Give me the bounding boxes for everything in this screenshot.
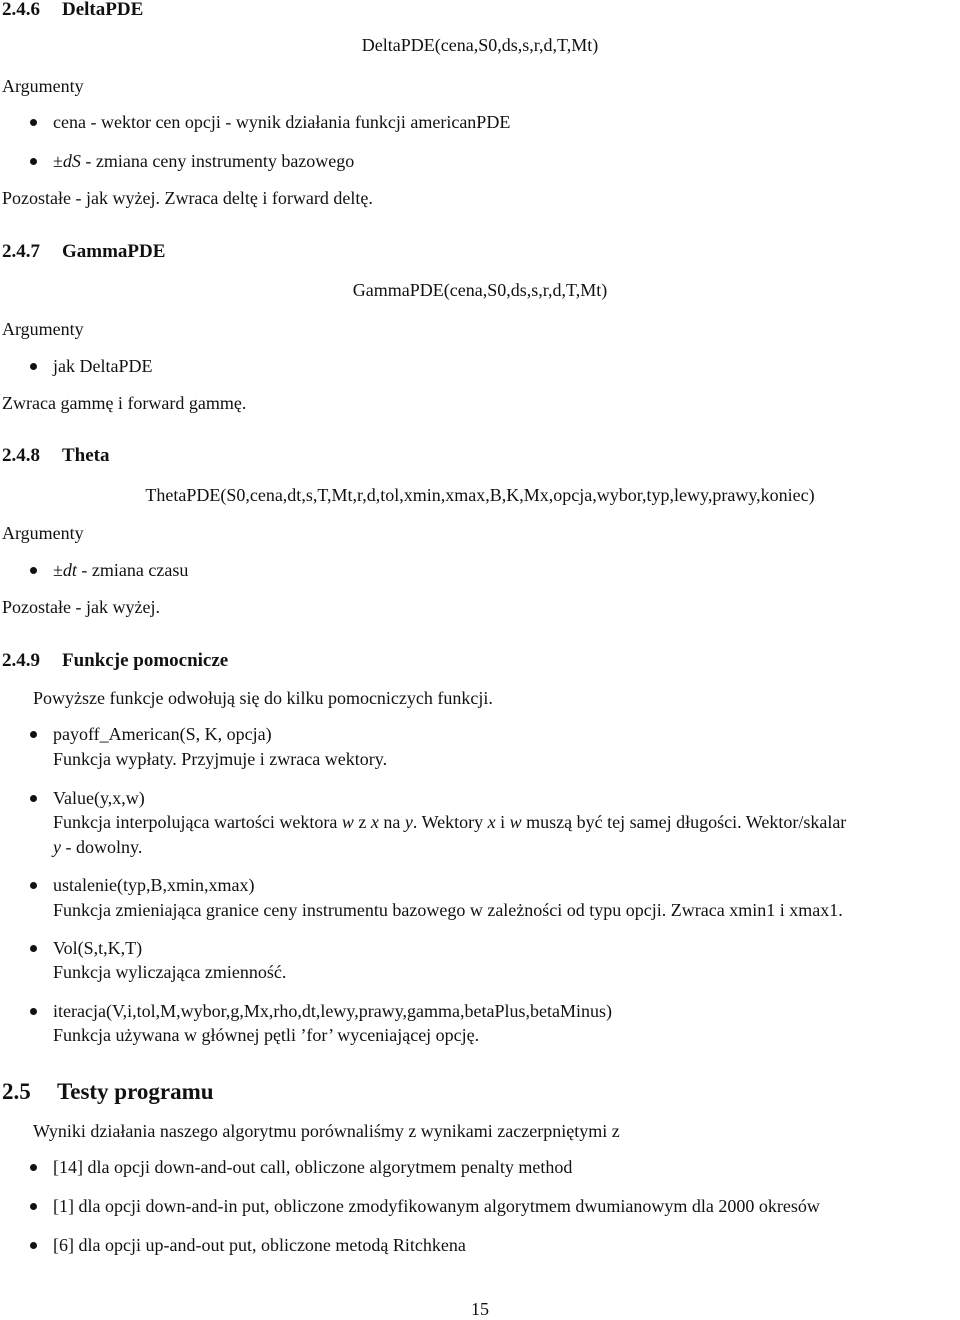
helper-function-description: Funkcja wyliczająca zmienność.: [53, 962, 287, 982]
bullet-icon: [30, 567, 37, 574]
plus-minus-symbol: ±: [53, 151, 63, 171]
bullet-icon: [30, 882, 37, 889]
argument-description: - zmiana czasu: [76, 560, 189, 580]
section-heading-2-4-7: [2, 242, 165, 261]
section-note: Zwraca gammę i forward gammę.: [2, 393, 247, 413]
helper-function-description: Funkcja interpolująca wartości wektora w z x na y. Wektory x i w muszą być tej samej długości. Wektor/skalar: [53, 812, 847, 832]
section-heading-2-4-8: [2, 446, 110, 465]
section-heading-2-4-6: [2, 0, 143, 19]
arguments-label: Argumenty: [2, 523, 84, 543]
bullet-icon: [30, 158, 37, 165]
plus-minus-symbol: ±: [53, 560, 63, 580]
argument-description: - zmiana ceny instrumenty bazowego: [80, 151, 355, 171]
function-signature-gamma: GammaPDE(cena,S0,ds,s,r,d,T,Mt): [352, 280, 608, 300]
page-number: 15: [471, 1299, 489, 1319]
helper-function-name: payoff_American(S, K, opcja): [53, 724, 272, 744]
helper-function-description: Funkcja wypłaty. Przyjmuje i zwraca wektory.: [53, 749, 388, 769]
helper-function-name: Vol(S,t,K,T): [53, 938, 143, 958]
section-title: DeltaPDE: [62, 0, 144, 20]
argument-item: jak DeltaPDE: [53, 356, 153, 376]
helper-function-description-continued: y - dowolny.: [53, 837, 143, 857]
helper-function-name: iteracja(V,i,tol,M,wybor,g,Mx,rho,dt,lewy,prawy,gamma,betaPlus,betaMinus): [53, 1001, 613, 1021]
helper-function-name: Value(y,x,w): [53, 788, 145, 808]
section-number: 2.5: [2, 1079, 31, 1104]
bullet-icon: [30, 1242, 37, 1249]
bullet-icon: [30, 1164, 37, 1171]
argument-item: [53, 152, 354, 170]
bullet-icon: [30, 1203, 37, 1210]
bullet-icon: [30, 795, 37, 802]
bullet-icon: [30, 1008, 37, 1015]
function-signature-delta: DeltaPDE(cena,S0,ds,s,r,d,T,Mt): [361, 35, 599, 55]
helper-function-name: ustalenie(typ,B,xmin,xmax): [53, 875, 255, 895]
section-title: Funkcje pomocnicze: [62, 650, 229, 671]
bullet-icon: [30, 363, 37, 370]
section-heading-2-4-9: [2, 651, 228, 670]
arguments-label: Argumenty: [2, 319, 84, 339]
bullet-icon: [30, 731, 37, 738]
section-intro: Powyższe funkcje odwołują się do kilku pomocniczych funkcji.: [33, 688, 493, 708]
section-heading-2-5: [2, 1080, 214, 1103]
reference-item: [1] dla opcji down-and-in put, obliczone zmodyfikowanym algorytmem dwumianowym dla 2000 okresów: [53, 1196, 820, 1216]
section-number: 2.4.7: [2, 241, 40, 262]
section-intro: Wyniki działania naszego algorytmu porównaliśmy z wynikami zaczerpniętymi z: [33, 1121, 620, 1141]
section-title: Testy programu: [57, 1079, 214, 1104]
section-note: Pozostałe - jak wyżej. Zwraca deltę i forward deltę.: [2, 188, 373, 208]
argument-item: [53, 561, 188, 579]
arguments-label: Argumenty: [2, 76, 84, 96]
reference-item: [6] dla opcji up-and-out put, obliczone metodą Ritchkena: [53, 1235, 466, 1255]
section-note: Pozostałe - jak wyżej.: [2, 597, 160, 617]
argument-item: cena - wektor cen opcji - wynik działania funkcji americanPDE: [53, 112, 511, 132]
section-number: 2.4.6: [2, 0, 40, 20]
bullet-icon: [30, 119, 37, 126]
section-number: 2.4.9: [2, 650, 40, 671]
math-variable: dS: [62, 151, 81, 171]
section-title: GammaPDE: [62, 241, 166, 262]
helper-function-description: Funkcja używana w głównej pętli ’for’ wyceniającej opcję.: [53, 1025, 480, 1045]
function-signature-theta: ThetaPDE(S0,cena,dt,s,T,Mt,r,d,tol,xmin,xmax,B,K,Mx,opcja,wybor,typ,lewy,prawy,koniec): [145, 485, 815, 505]
math-variable: dt: [62, 560, 77, 580]
bullet-icon: [30, 945, 37, 952]
section-title: Theta: [62, 445, 110, 466]
section-number: 2.4.8: [2, 445, 40, 466]
reference-item: [14] dla opcji down-and-out call, obliczone algorytmem penalty method: [53, 1157, 573, 1177]
helper-function-description: Funkcja zmieniająca granice ceny instrumentu bazowego w zależności od typu opcji. Zwraca xmin1 i xmax1.: [53, 900, 843, 920]
